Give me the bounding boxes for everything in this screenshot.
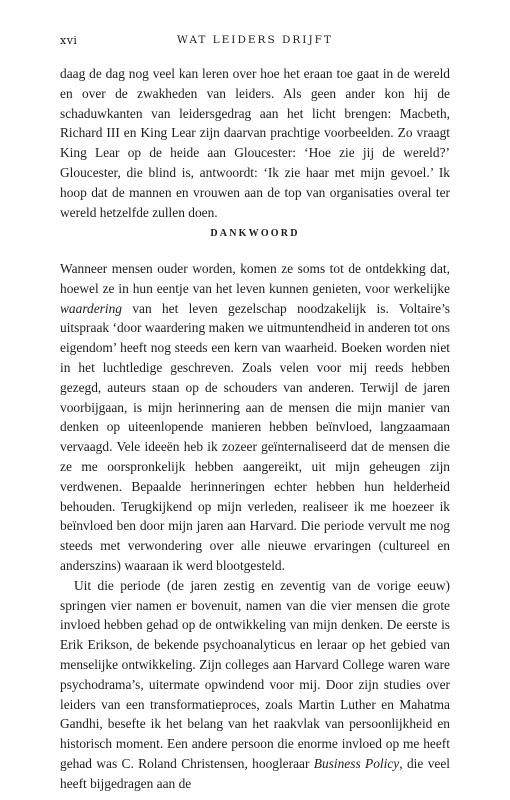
text-run: Uit die periode (de jaren zestig en zeventig van de vorige eeuw) springen vier namen er bovenuit, namen van die vier mensen die grote invloed hebben gehad op de ontwikkeling van mijn denken. De eerste is Erik Erikson, de bekende psychoanalyticus en leraar op het gebied van menselijke ontwikkeling. Zijn colleges aan Harvard College waren ware psychodrama’s, uitermate opwindend voor mij. Door zijn studies over leiders van een transformatieproces, zoals Martin Luther en Mahatma Gandhi, besefte ik het belang van het raakvlak van persoonlijkheid en historisch moment. Een andere persoon die enorme invloed op me heeft gehad was C. Roland Christensen, hoogleraar <box>60 577 450 771</box>
running-head-title: WAT LEIDERS DRIJFT <box>177 34 333 46</box>
italic-text: Business Policy <box>313 755 400 771</box>
running-head <box>60 34 450 50</box>
paragraph <box>60 576 450 794</box>
paragraph <box>60 259 450 576</box>
text-block-dankwoord <box>60 259 450 794</box>
text-run: Wanneer mensen ouder worden, komen ze soms tot de ontdekking dat, hoewel ze in hun eentje van het leven kunnen genieten, voor werkelijke <box>60 261 450 296</box>
section-heading: DANKWOORD <box>210 228 300 239</box>
paragraph <box>60 64 450 222</box>
text-run: daag de dag nog veel kan leren over hoe het eraan toe gaat in de wereld en over de zwakheden van leiders. Als geen ander kon hij de schaduwkanten van leidersgedrag aan het licht brengen: Macbeth, Richard III en King Lear zijn daarvan prachtige voorbeelden. Zo vraagt King Lear op de heide aan Gloucester: ‘Hoe zie jij de wereld?’ Gloucester, die blind is, antwoordt: ‘Ik zie haar met mijn gevoel.’ Ik hoop dat de mannen en vrouwen aan de top van organisaties overal ter wereld hetzelfde zullen doen. <box>60 66 450 220</box>
italic-text: waardering <box>60 300 122 316</box>
text-block-top <box>60 64 450 222</box>
text-run: van het leven gezelschap noodzakelijk is. Voltaire’s uitspraak ‘door waardering maken we uitmuntendheid in anderen tot ons eigendom’ heeft nog steeds een kern van waarheid. Boeken worden niet in het luchtledige geschreven. Zoals velen voor mij reeds hebben gezegd, auteurs staan op de schouders van anderen. Terwijl de jaren voorbijgaan, is mijn herinnering aan de mensen die mijn manier van denken op uiteenlopende manieren hebben beïnvloed, langzaamaan vervaagd. Vele ideeën heb ik zozeer geïnternaliseerd dat de mensen die ze me oorspronkelijk hebben aangereikt, uit mijn geheugen zijn verdwenen. Bepaalde herinneringen echter hebben hun helderheid behouden. Terugkijkend op mijn verleden, realiseer ik me hoezeer ik beïnvloed ben door mijn jaren aan Harvard. Die periode vervult me nog steeds met verwondering over alle nieuwe ervaringen (cultureel en anderszins) waaraan ik werd blootgesteld. <box>60 300 450 573</box>
page-number: xvi <box>60 34 78 47</box>
text-run: , die veel heeft bijgedragen aan de <box>60 755 450 791</box>
